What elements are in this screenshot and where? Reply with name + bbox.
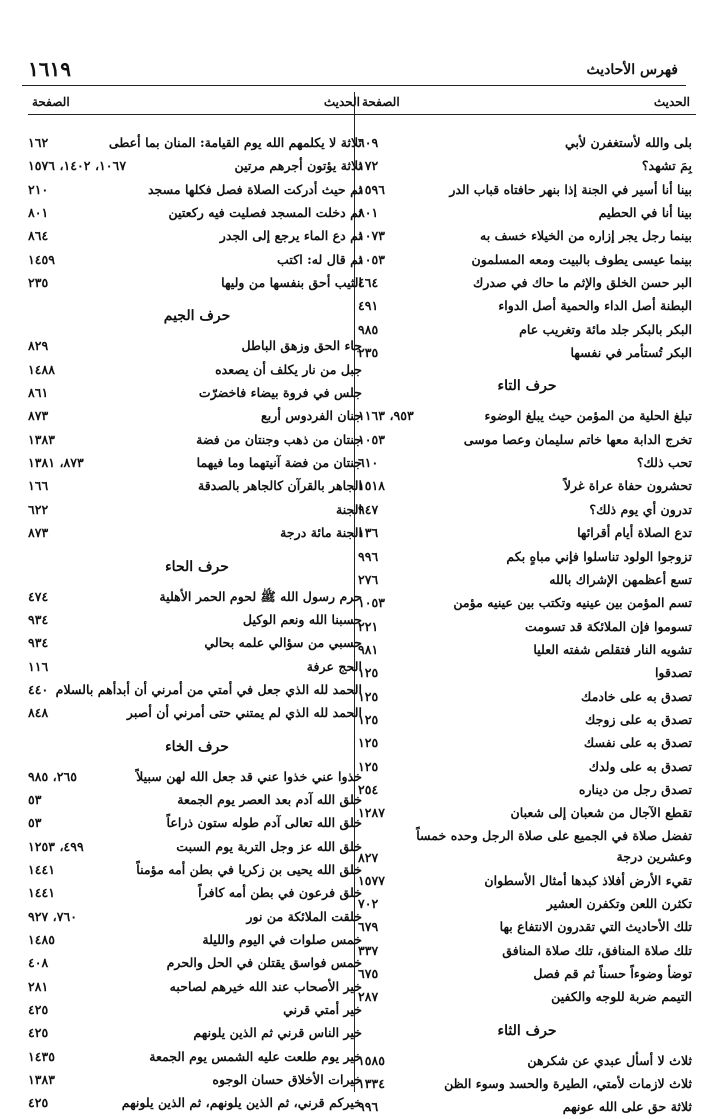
hadith-text: خير الناس قرني ثم الذين يلونهم bbox=[193, 1025, 362, 1041]
hadith-text: خير يوم طلعت عليه الشمس يوم الجمعة bbox=[149, 1048, 362, 1064]
hadith-text: تصدق به على زوجك bbox=[585, 711, 692, 727]
list-item bbox=[28, 498, 366, 521]
list-item bbox=[28, 224, 366, 247]
page-reference: ٤٤٠ bbox=[28, 681, 49, 697]
page-title: فهرس الأحاديث bbox=[586, 62, 678, 78]
list-item bbox=[28, 474, 366, 497]
list-item bbox=[358, 825, 696, 869]
page-reference: ٤٢٥ bbox=[28, 1025, 49, 1041]
list-item bbox=[358, 341, 696, 364]
section-heading: حرف التاء bbox=[497, 378, 557, 395]
hadith-text: خذوا عني خذوا عني قد جعل الله لهن سبيلاً bbox=[136, 768, 362, 784]
list-item bbox=[28, 271, 366, 294]
hadith-list bbox=[358, 131, 696, 1119]
list-item bbox=[28, 381, 366, 404]
hadith-text: خلق الله آدم بعد العصر يوم الجمعة bbox=[177, 791, 362, 807]
list-item bbox=[28, 585, 366, 608]
hadith-column-label: الحديث bbox=[323, 95, 360, 109]
hadith-text: تلك الأحاديث التي تقدرون الانتفاع بها bbox=[499, 919, 692, 935]
page-reference: ٨٦١ bbox=[28, 385, 49, 401]
hadith-text: خلقت الملائكة من نور bbox=[246, 908, 362, 924]
page-reference: ٨٢٩ bbox=[28, 338, 49, 354]
hadith-list bbox=[28, 131, 366, 1115]
list-item bbox=[358, 892, 696, 915]
page-reference: ٤٩١ bbox=[358, 298, 379, 314]
list-item bbox=[358, 869, 696, 892]
list-item bbox=[28, 154, 366, 177]
list-item bbox=[358, 939, 696, 962]
hadith-text: خيركم قرني، ثم الذين يلونهم، ثم الذين يلونهم bbox=[121, 1095, 362, 1111]
page-reference: ١٢٥ bbox=[358, 688, 379, 704]
hadith-text: جنتان من فضة آنيتهما وما فيهما bbox=[196, 455, 362, 471]
page-reference: ٨٦٤ bbox=[28, 228, 49, 244]
list-item bbox=[28, 998, 366, 1021]
page-reference: ٢١٠ bbox=[28, 181, 49, 197]
hadith-text: الحج عرفة bbox=[306, 658, 362, 674]
hadith-text: خمس فواسق يقتلن في الحل والحرم bbox=[166, 955, 362, 971]
section-heading: حرف الجيم bbox=[163, 308, 231, 325]
list-item bbox=[28, 1045, 366, 1068]
list-item bbox=[358, 591, 696, 614]
list-item bbox=[358, 685, 696, 708]
list-item bbox=[28, 765, 366, 788]
page-reference: ٩٩٦ bbox=[358, 548, 379, 564]
page-reference: ٩٨١ bbox=[358, 641, 379, 657]
hadith-text: بلى والله لأستغفرن لأبي bbox=[564, 135, 692, 150]
list-item bbox=[28, 788, 366, 811]
hadith-text: ثم دخلت المسجد فصليت فيه ركعتين bbox=[168, 205, 362, 221]
list-item bbox=[358, 778, 696, 801]
hadith-text: ثم قال له: اكتب bbox=[277, 251, 362, 267]
hadith-text: البر حسن الخلق والإثم ما حاك في صدرك bbox=[472, 275, 692, 291]
left-column bbox=[28, 92, 366, 1115]
list-item bbox=[358, 178, 696, 201]
list-item bbox=[28, 521, 366, 544]
page-reference: ١٢٥ bbox=[358, 711, 379, 727]
column-header bbox=[358, 92, 696, 115]
list-item bbox=[358, 1072, 696, 1095]
hadith-text: تسم المؤمن بين عينيه وتكتب بين عينيه مؤمن bbox=[453, 595, 692, 611]
page-reference: ١٢٥ bbox=[358, 735, 379, 751]
list-item bbox=[358, 661, 696, 684]
page-reference: ١٤٤١ bbox=[28, 861, 56, 877]
hadith-text: جنتان من ذهب وجنتان من فضة bbox=[196, 431, 362, 447]
hadith-text: حسبي من سؤالي علمه بحالي bbox=[204, 635, 362, 651]
hadith-text: تصدق به على نفسك bbox=[583, 735, 692, 751]
page-reference: ١٤٤١ bbox=[28, 885, 56, 901]
section-heading: حرف الخاء bbox=[165, 738, 229, 755]
hadith-text: خيرات الأخلاق حسان الوجوه bbox=[212, 1072, 362, 1088]
hadith-text: تفضل صلاة في الجميع على صلاة الرجل وحده خمساً وعشرين درجة bbox=[416, 827, 692, 864]
list-item bbox=[358, 755, 696, 778]
page-reference: ١٣٨٣ bbox=[28, 431, 56, 447]
page-reference: ١٥٨٥ bbox=[358, 1052, 386, 1068]
hadith-text: ثم دع الماء يرجع إلى الجدر bbox=[219, 228, 362, 244]
page-reference: ٤٩٩، ١٢٥٣ bbox=[28, 838, 84, 854]
list-item bbox=[28, 951, 366, 974]
section-heading: حرف الثاء bbox=[497, 1022, 557, 1039]
hadith-text: خلق الله عز وجل التربة يوم السبت bbox=[176, 838, 362, 854]
page-reference: ٧٠٢ bbox=[358, 895, 379, 911]
list-item bbox=[358, 294, 696, 317]
hadith-text: تدرون أي يوم ذلك؟ bbox=[589, 501, 692, 517]
hadith-text: الحمد لله الذي جعل في أمتي من أمرني أن أبدأهم بالسلام bbox=[55, 681, 362, 697]
page-reference: ١٤٨٥ bbox=[28, 931, 56, 947]
hadith-text: تصدق رجل من ديناره bbox=[578, 781, 692, 797]
list-item bbox=[358, 1095, 696, 1118]
list-item bbox=[28, 631, 366, 654]
list-item bbox=[358, 545, 696, 568]
hadith-text: جنان الفردوس أربع bbox=[261, 408, 362, 424]
page-reference: ٢٢١ bbox=[358, 618, 379, 634]
hadith-text: تحب ذلك؟ bbox=[636, 455, 692, 471]
list-item bbox=[28, 678, 366, 701]
page-reference: ١٥٧٧ bbox=[358, 872, 386, 888]
hadith-text: جلس في فروة بيضاء فاخضرّت bbox=[198, 385, 362, 401]
hadith-text: تلك صلاة المنافق، تلك صلاة المنافق bbox=[502, 942, 692, 958]
hadith-text: البكر تُستأمر في نفسها bbox=[570, 345, 692, 361]
running-header bbox=[22, 55, 686, 85]
page-reference: ١٠٥٣ bbox=[358, 595, 386, 611]
list-item bbox=[28, 858, 366, 881]
page-reference: ٢٨١ bbox=[28, 978, 49, 994]
list-item bbox=[358, 615, 696, 638]
right-column bbox=[358, 92, 696, 1119]
page-reference: ١٠٦٧، ١٤٠٢، ١٥٧٦ bbox=[28, 158, 127, 174]
page-reference: ٢٦٥، ٩٨٥ bbox=[28, 768, 78, 784]
page-column-label: الصفحة bbox=[32, 95, 70, 109]
list-item bbox=[358, 731, 696, 754]
hadith-text: جاء الحق وزهق الباطل bbox=[241, 338, 362, 354]
hadith-text: خير الأصحاب عند الله خيرهم لصاحبه bbox=[169, 978, 362, 994]
section-heading: حرف الحاء bbox=[165, 558, 229, 575]
page-reference: ٨٠١ bbox=[28, 205, 49, 221]
hadith-text: البطنة أصل الداء والحمية أصل الدواء bbox=[498, 298, 692, 314]
page-reference: ٩٣٤ bbox=[28, 635, 49, 651]
hadith-text: تشويه النار فتقلص شفته العليا bbox=[533, 641, 692, 657]
page-reference: ١٥١٨ bbox=[358, 478, 386, 494]
list-item bbox=[358, 568, 696, 591]
hadith-text: ثلاثة حق على الله عونهم bbox=[562, 1099, 692, 1115]
page-reference: ٨٠١ bbox=[358, 205, 379, 221]
list-item bbox=[358, 271, 696, 294]
list-item bbox=[28, 428, 366, 451]
list-item bbox=[358, 428, 696, 451]
hadith-text: الجاهر بالقرآن كالجاهر بالصدقة bbox=[197, 478, 362, 494]
hadith-text: الثيب أحق بنفسها من وليها bbox=[221, 275, 362, 291]
hadith-text: تدع الصلاة أيام أقرائها bbox=[577, 525, 692, 541]
page-reference: ٤٢٥ bbox=[28, 1002, 49, 1017]
column-header bbox=[28, 92, 366, 115]
list-item bbox=[358, 131, 696, 154]
list-item bbox=[28, 811, 366, 834]
page-reference: ١٢٥ bbox=[358, 665, 379, 681]
list-item bbox=[28, 608, 366, 631]
hadith-text: خلق الله يحيى بن زكريا في بطن أمه مؤمناً bbox=[136, 861, 362, 877]
hadith-text: خير أمتي قرني bbox=[283, 1002, 362, 1017]
list-item bbox=[358, 224, 696, 247]
list-item bbox=[28, 248, 366, 271]
page-reference: ٤٧٤ bbox=[28, 588, 49, 604]
page-reference: ٦٢٢ bbox=[28, 501, 49, 517]
list-item bbox=[358, 248, 696, 271]
list-item bbox=[28, 928, 366, 951]
page-reference: ٥٣ bbox=[28, 815, 42, 831]
page-reference: ١١٦ bbox=[28, 658, 49, 674]
list-item bbox=[28, 451, 366, 474]
page-reference: ٩٥٣، ١١٦٣ bbox=[358, 408, 414, 424]
page-reference: ٩٣٤ bbox=[28, 611, 49, 627]
page-reference: ٦٧٩ bbox=[358, 919, 379, 935]
page-reference: ١٥٩٦ bbox=[358, 181, 386, 197]
hadith-text: توضأ وضوءاً حسناً ثم قم فصل bbox=[533, 966, 692, 981]
list-item bbox=[28, 1068, 366, 1091]
list-item bbox=[28, 1091, 366, 1114]
page-reference: ١٤٥٩ bbox=[28, 251, 56, 267]
list-item bbox=[358, 915, 696, 938]
page-reference: ٢٨٧ bbox=[358, 989, 379, 1005]
hadith-text: التيمم ضربة للوجه والكفين bbox=[551, 989, 692, 1005]
list-item bbox=[358, 154, 696, 177]
hadith-text: بِمَ تشهد؟ bbox=[641, 158, 692, 174]
list-item bbox=[28, 358, 366, 381]
hadith-text: تسوموا فإن الملائكة قد تسومت bbox=[525, 618, 692, 634]
header-rule bbox=[22, 85, 686, 86]
page-reference: ٨٧٣ bbox=[28, 525, 49, 541]
page-reference: ١٤٣٥ bbox=[28, 1048, 56, 1064]
list-item bbox=[28, 701, 366, 724]
hadith-text: ثم حيث أدركت الصلاة فصل فكلها مسجد bbox=[147, 181, 362, 197]
list-item bbox=[358, 708, 696, 731]
page-reference: ١٧٢ bbox=[358, 158, 379, 174]
list-item bbox=[28, 201, 366, 224]
hadith-text: تصدق به على خادمك bbox=[581, 688, 692, 704]
hadith-text: الجنة bbox=[335, 501, 362, 517]
page-number: ١٦١٩ bbox=[28, 57, 71, 81]
hadith-text: تصدقوا bbox=[654, 665, 692, 681]
hadith-text: تقطع الآجال من شعبان إلى شعبان bbox=[510, 805, 692, 821]
list-item bbox=[358, 521, 696, 544]
hadith-text: بينا أنا في الحطيم bbox=[598, 205, 692, 221]
hadith-text: تحشرون حفاة عراة غرلاً bbox=[563, 478, 692, 494]
hadith-text: تبلغ الحلية من المؤمن حيث يبلغ الوضوء bbox=[484, 408, 692, 424]
hadith-text: الجنة مائة درجة bbox=[280, 525, 362, 541]
list-item bbox=[28, 881, 366, 904]
page-reference: ٩٨٥ bbox=[358, 321, 379, 337]
page-reference: ٤٦٤ bbox=[358, 275, 379, 291]
list-item bbox=[358, 985, 696, 1008]
page-reference: ٤٢٥ bbox=[28, 1095, 49, 1111]
list-item bbox=[28, 975, 366, 998]
page-reference: ١٢٥ bbox=[358, 758, 379, 774]
list-item bbox=[358, 404, 696, 427]
hadith-text: خلق فرعون في بطن أمه كافراً bbox=[198, 885, 362, 901]
hadith-text: خمس صلوات في اليوم والليلة bbox=[202, 931, 362, 947]
hadith-text: الحمد لله الذي لم يمتني حتى أمرني أن أصبر bbox=[126, 705, 362, 721]
page-reference: ٨٧٣، ١٣٨١ bbox=[28, 455, 84, 471]
page-reference: ٥٣ bbox=[28, 791, 42, 807]
hadith-text: تخرج الدابة معها خاتم سليمان وعصا موسى bbox=[463, 431, 692, 447]
page-reference: ٢٣٥ bbox=[358, 345, 379, 361]
list-item bbox=[28, 1021, 366, 1044]
hadith-text: تزوجوا الولود تناسلوا فإني مباهٍ بكم bbox=[506, 548, 692, 564]
page-reference: ٨٢٧ bbox=[358, 849, 379, 865]
list-item bbox=[358, 318, 696, 341]
page-reference: ٣٣٧ bbox=[358, 942, 379, 958]
page-reference: ١٣٦ bbox=[358, 525, 379, 541]
page-column-label: الصفحة bbox=[362, 95, 400, 109]
hadith-text: تكثرن اللعن وتكفرن العشير bbox=[546, 895, 692, 911]
hadith-text: بينا أنا أسير في الجنة إذا بنهر حافتاه قباب الدر bbox=[449, 181, 692, 197]
hadith-text: جبل من نار يكلف أن يصعده bbox=[215, 361, 362, 377]
hadith-text: ثلاث لا أسأل عبدي عن شكرهن bbox=[527, 1052, 692, 1068]
list-item bbox=[28, 835, 366, 858]
page-reference: ٧٦٠، ٩٢٧ bbox=[28, 908, 78, 924]
page-reference: ١٤٨٨ bbox=[28, 361, 56, 377]
list-item bbox=[28, 905, 366, 928]
hadith-text: بينما عيسى يطوف بالبيت ومعه المسلمون bbox=[471, 251, 692, 267]
hadith-text: ثلاثة لا يكلمهم الله يوم القيامة: المنان بما أعطى bbox=[108, 135, 362, 150]
page-reference: ١٠٥٣ bbox=[358, 431, 386, 447]
hadith-text: حسبنا الله ونعم الوكيل bbox=[242, 611, 362, 627]
hadith-text: حرم رسول الله ﷺ لحوم الحمر الأهلية bbox=[159, 588, 362, 604]
hadith-text: ثلاثة يؤتون أجرهم مرتين bbox=[234, 158, 362, 174]
hadith-text: بينما رجل يجر إزاره من الخيلاء خسف به bbox=[479, 228, 692, 244]
list-item bbox=[358, 451, 696, 474]
hadith-text: البكر بالبكر جلد مائة وتغريب عام bbox=[519, 321, 692, 337]
page-reference: ١٢٨٧ bbox=[358, 805, 386, 821]
list-item bbox=[28, 334, 366, 357]
page-reference: ٢٧٦ bbox=[358, 571, 379, 587]
list-item bbox=[358, 801, 696, 824]
page-reference: ١٣٣٤ bbox=[358, 1076, 386, 1092]
list-item bbox=[28, 178, 366, 201]
page-reference: ٨٤٨ bbox=[28, 705, 49, 721]
hadith-column-label: الحديث bbox=[653, 95, 690, 109]
page-reference: ٦١٠ bbox=[358, 455, 379, 471]
page-reference: ١٣٨٣ bbox=[28, 1072, 56, 1088]
hadith-text: ثلاث لازمات لأمتي، الطيرة والحسد وسوء الظن bbox=[444, 1076, 692, 1092]
page-reference: ٢٥٤ bbox=[358, 781, 379, 797]
page-reference: ٨٧٣ bbox=[28, 408, 49, 424]
hadith-text: تقيء الأرض أفلاذ كبدها أمثال الأسطوان bbox=[484, 872, 692, 888]
list-item bbox=[358, 474, 696, 497]
hadith-text: تصدق به على ولدك bbox=[588, 758, 692, 774]
hadith-text: تسع أعظمهن الإشراك بالله bbox=[549, 571, 692, 587]
page-reference: ١٦٦ bbox=[28, 478, 49, 494]
page-reference: ١٦٢ bbox=[28, 135, 49, 150]
page-reference: ٦٧٥ bbox=[358, 966, 379, 981]
list-item bbox=[358, 962, 696, 985]
page-reference: ٦٠٩ bbox=[358, 135, 379, 150]
list-item bbox=[358, 1049, 696, 1072]
list-item bbox=[28, 655, 366, 678]
list-item bbox=[358, 498, 696, 521]
page-reference: ١٠٥٣ bbox=[358, 251, 386, 267]
page-reference: ٤٠٨ bbox=[28, 955, 49, 971]
page-reference: ٢٣٥ bbox=[28, 275, 49, 291]
list-item bbox=[358, 201, 696, 224]
page-reference: ٩٩٦ bbox=[358, 1099, 379, 1115]
list-item bbox=[28, 131, 366, 154]
page-reference: ٩٤٧ bbox=[358, 501, 379, 517]
list-item bbox=[28, 404, 366, 427]
page-reference: ١٠٧٣ bbox=[358, 228, 386, 244]
list-item bbox=[358, 638, 696, 661]
hadith-text: خلق الله تعالى آدم طوله ستون ذراعاً bbox=[166, 815, 362, 831]
